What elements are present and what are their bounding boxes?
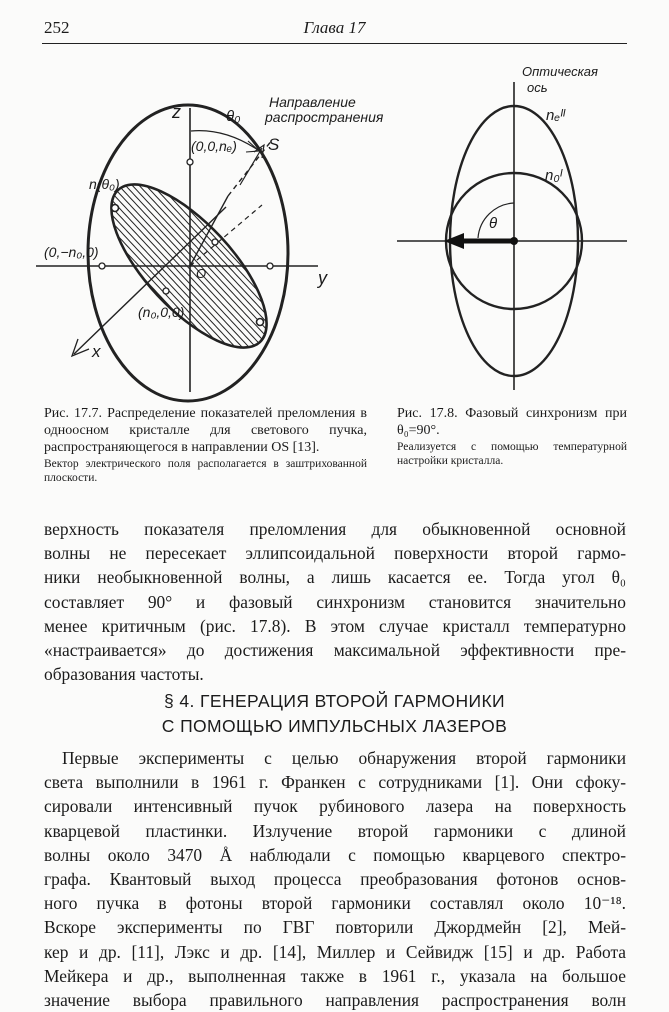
text-line: ного пучка в фотоны второй гармоники составлял около 10⁻¹⁸. <box>44 893 626 914</box>
text-line: графа. Квантовый выход процесса преобразования фотонов основ- <box>44 869 626 890</box>
text-line: верхность показателя преломления для обыкновенной основной <box>44 519 626 539</box>
caption-17-8-note: Реализуется с помощью температурной настройки кристалла. <box>397 441 627 467</box>
text-line: образования частоты. <box>44 664 204 685</box>
text-line: Мейкера и др., выполненная также в 1961 г., указала на большое <box>44 965 626 986</box>
label-n-theta: n(θ₀) <box>89 176 120 192</box>
paragraph-section-4 <box>44 746 626 1012</box>
center-dot <box>510 237 518 245</box>
label-direction-2: распространения <box>265 109 384 125</box>
label-direction-1: Направление <box>269 94 356 110</box>
label-origin: O <box>196 266 207 281</box>
caption-17-8-text: Рис. 17.8. Фазовый синхронизм при θ₀=90°. <box>397 406 627 438</box>
section-heading-line-1: § 4. ГЕНЕРАЦИЯ ВТОРОЙ ГАРМОНИКИ <box>163 691 506 711</box>
page-number: 252 <box>44 18 70 37</box>
label-top-point: (0,0,nₑ) <box>191 138 237 154</box>
label-no: n₀ᴵ <box>545 167 563 184</box>
paragraph-continuation <box>44 517 626 686</box>
label-z: z <box>172 102 181 122</box>
text-line: кварцевой пластинки. Излучение второй гармоники с длиной <box>44 820 626 841</box>
figure-17-8 <box>0 0 669 400</box>
text-line: света выполнили в 1961 г. Франкен с сотрудниками [1]. Они сфоку- <box>44 772 626 793</box>
caption-17-8 <box>397 405 627 468</box>
text-line: составляет 90° и фазовый синхронизм становится значительно <box>44 591 626 612</box>
label-optic-axis-1: Оптическая <box>522 64 598 79</box>
label-left-point: (0,−n₀,0) <box>44 244 99 260</box>
text-line: сировали интенсивный пучок рубинового лазера на поверхность <box>44 796 626 817</box>
text-line: менее критичным (рис. 17.8). В этом случае кристалл температурно <box>44 615 626 636</box>
chapter-title: Глава 17 <box>303 18 366 37</box>
text-line: волны около 3470 Å наблюдали с помощью кварцевого спектро- <box>44 844 626 865</box>
section-heading <box>0 689 669 739</box>
label-theta: θ <box>489 215 498 232</box>
label-ne: nₑᴵᴵ <box>546 107 565 124</box>
label-x: x <box>92 342 101 361</box>
text-line: Вскоре эксперименты по ГВГ повторили Джордмейн [2], Мей- <box>44 917 626 938</box>
label-y: y <box>318 268 327 288</box>
text-line: волны не пересекает эллипсоидальной поверхности второй гармо- <box>44 543 626 564</box>
caption-17-7 <box>44 405 367 485</box>
label-s: S <box>268 135 280 154</box>
caption-17-7-note: Вектор электрического поля располагается в заштрихованной плоскости. <box>44 458 367 484</box>
label-bottom-point: (n₀,0,0) <box>138 304 185 320</box>
text-line: ники необыкновенной волны, а лишь касается ее. Тогда угол θ₀ <box>44 567 626 588</box>
label-theta0: θ₀ <box>226 108 241 125</box>
text-line: «настраивается» до достижения максимальной эффективности пре- <box>44 640 626 661</box>
caption-17-7-text: Рис. 17.7. Распределение показателей преломления в одноосном кристалле для светового пучка, распространяющегося в направлении OS [13]. <box>44 406 367 455</box>
text-line: кер и др. [11], Лэкс и др. [14], Миллер и Сейвидж [15] и др. Работа <box>44 941 626 962</box>
text-line: Первые эксперименты с целью обнаружения второй гармоники <box>62 748 626 768</box>
section-heading-line-2: С ПОМОЩЬЮ ИМПУЛЬСНЫХ ЛАЗЕРОВ <box>161 716 508 736</box>
label-optic-axis-2: ось <box>527 80 548 95</box>
text-line: значение выбора правильного направления распространения волн <box>44 990 626 1011</box>
